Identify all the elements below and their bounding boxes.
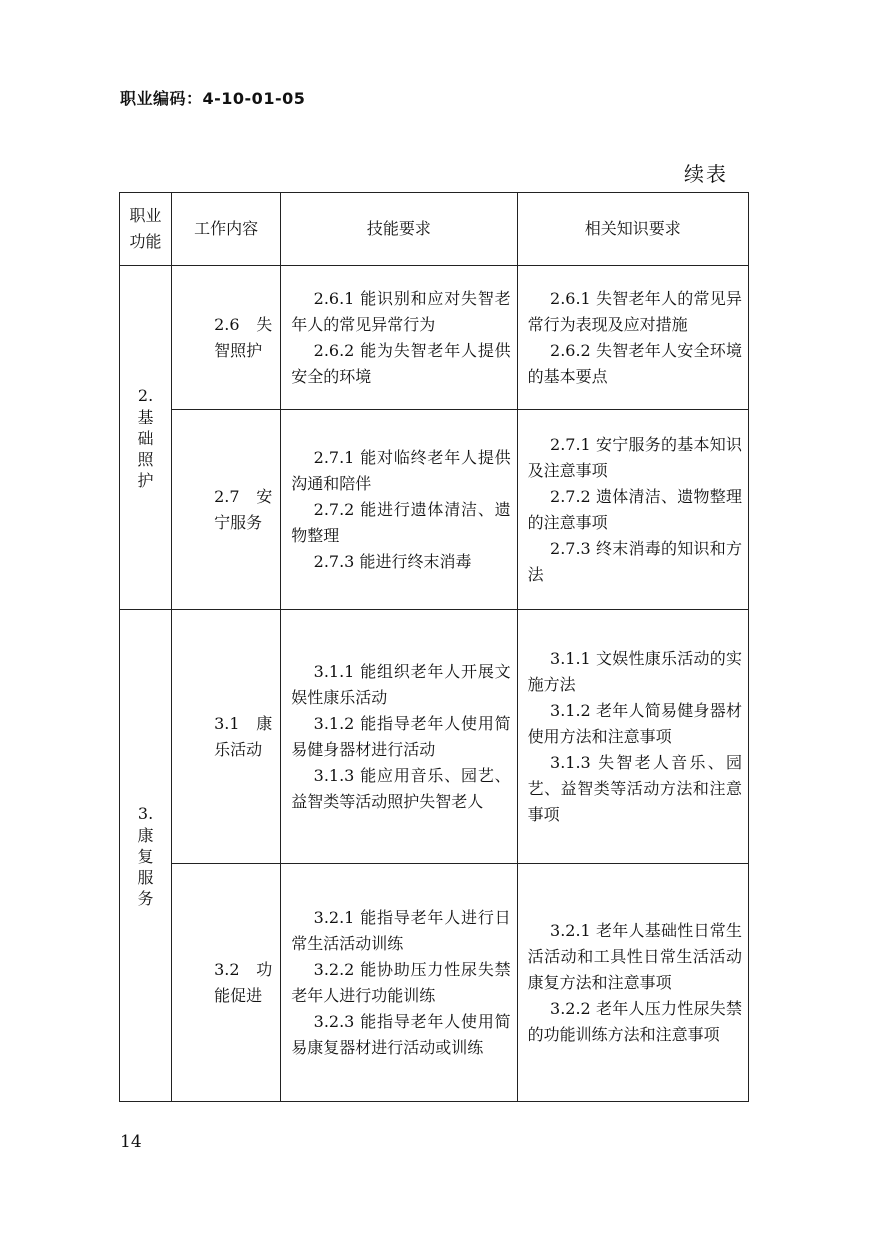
knowledge-item: 3.1.1 文娱性康乐活动的实施方法 xyxy=(527,648,742,694)
skills-cell xyxy=(281,410,517,610)
skill-item: 2.6.2 能为失智老年人提供安全的环境 xyxy=(291,340,511,386)
skill-item: 3.1.3 能应用音乐、园艺、益智类等活动照护失智老人 xyxy=(291,765,511,811)
continued-label: 续表 xyxy=(684,162,728,186)
header-function: 职业功能 xyxy=(120,193,172,266)
knowledge-cell xyxy=(517,410,748,610)
knowledge-item: 3.2.1 老年人基础性日常生活活动和工具性日常生活活动康复方法和注意事项 xyxy=(527,920,742,992)
table-row xyxy=(120,610,749,864)
header-knowledge: 相关知识要求 xyxy=(517,193,748,266)
content-cell: 3.1 康乐活动 xyxy=(172,610,281,864)
skills-cell xyxy=(281,864,517,1102)
function-number: 2. xyxy=(137,385,154,405)
function-cell xyxy=(120,610,172,1102)
skill-item: 3.2.1 能指导老年人进行日常生活活动训练 xyxy=(291,907,511,953)
function-number: 3. xyxy=(137,803,154,823)
knowledge-item: 2.7.3 终末消毒的知识和方法 xyxy=(527,538,742,584)
content-cell: 2.7 安宁服务 xyxy=(172,410,281,610)
page-number: 14 xyxy=(120,1132,142,1152)
function-name: 康复服务 xyxy=(137,825,154,908)
knowledge-cell xyxy=(517,864,748,1102)
skills-cell xyxy=(281,610,517,864)
content-cell: 2.6 失智照护 xyxy=(172,266,281,410)
table-row xyxy=(120,410,749,610)
knowledge-cell xyxy=(517,266,748,410)
skill-item: 3.2.3 能指导老年人使用简易康复器材进行活动或训练 xyxy=(291,1011,511,1057)
skill-item: 3.1.1 能组织老年人开展文娱性康乐活动 xyxy=(291,661,511,707)
content-cell: 3.2 功能促进 xyxy=(172,864,281,1102)
table-header-row xyxy=(120,193,749,266)
knowledge-cell xyxy=(517,610,748,864)
function-cell xyxy=(120,266,172,610)
header-skills: 技能要求 xyxy=(281,193,517,266)
knowledge-item: 3.1.2 老年人简易健身器材使用方法和注意事项 xyxy=(527,700,742,746)
skill-item: 2.7.3 能进行终末消毒 xyxy=(313,551,472,571)
skill-item: 2.7.1 能对临终老年人提供沟通和陪伴 xyxy=(291,447,511,493)
skills-cell xyxy=(281,266,517,410)
knowledge-item: 2.7.1 安宁服务的基本知识及注意事项 xyxy=(527,434,742,480)
skill-item: 3.2.2 能协助压力性尿失禁老年人进行功能训练 xyxy=(291,959,511,1005)
skill-item: 2.7.2 能进行遗体清洁、遗物整理 xyxy=(291,499,511,545)
skill-item: 3.1.2 能指导老年人使用简易健身器材进行活动 xyxy=(291,713,511,759)
knowledge-item: 3.1.3 失智老人音乐、园艺、益智类等活动方法和注意事项 xyxy=(527,752,742,824)
occupation-code: 职业编码：4-10-01-05 xyxy=(120,89,306,108)
knowledge-item: 2.7.2 遗体清洁、遗物整理的注意事项 xyxy=(527,486,742,532)
header-content: 工作内容 xyxy=(172,193,281,266)
skills-table xyxy=(119,192,749,1102)
table-row xyxy=(120,266,749,410)
table-row xyxy=(120,864,749,1102)
function-name: 基础照护 xyxy=(137,407,154,490)
knowledge-item: 2.6.2 失智老年人安全环境的基本要点 xyxy=(527,340,742,386)
skill-item: 2.6.1 能识别和应对失智老年人的常见异常行为 xyxy=(291,288,511,334)
knowledge-item: 3.2.2 老年人压力性尿失禁的功能训练方法和注意事项 xyxy=(527,998,742,1044)
knowledge-item: 2.6.1 失智老年人的常见异常行为表现及应对措施 xyxy=(527,288,742,334)
